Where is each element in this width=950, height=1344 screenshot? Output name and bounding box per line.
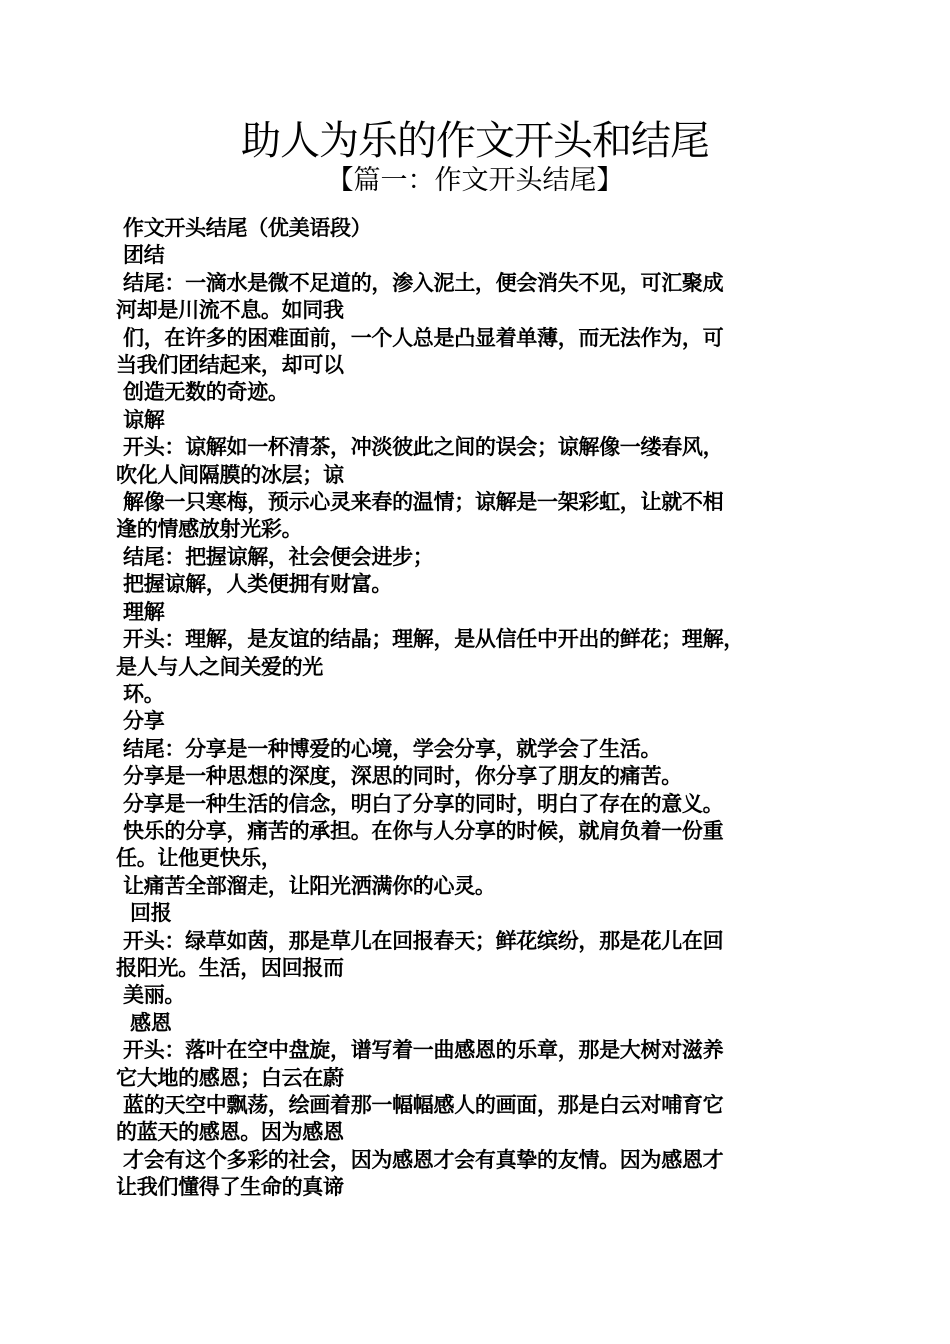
body-line: 分享 xyxy=(116,709,165,734)
body-line: 分享是一种思想的深度，深思的同时，你分享了朋友的痛苦。 xyxy=(116,764,682,789)
body-line: 它大地的感恩；白云在蔚 xyxy=(116,1065,344,1090)
body-line: 报阳光。生活，因回报而 xyxy=(116,955,344,980)
document-subtitle: 【篇一：作文开头结尾】 xyxy=(326,165,624,196)
body-line: 团结 xyxy=(116,243,165,268)
body-line: 的蓝天的感恩。因为感恩 xyxy=(116,1120,344,1145)
body-line: 作文开头结尾（优美语段） xyxy=(116,216,372,240)
body-line: 任。让他更快乐， xyxy=(116,846,282,871)
body-line: 回报 xyxy=(116,901,172,926)
document-body xyxy=(116,215,836,1202)
body-line: 河却是川流不息。如同我 xyxy=(116,298,344,323)
body-line: 把握谅解，人类便拥有财富。 xyxy=(116,572,393,597)
body-line: 逢的情感放射光彩。 xyxy=(116,517,303,542)
body-line: 蓝的天空中飘荡，绘画着那一幅幅感人的画面，那是白云对哺育它 xyxy=(116,1093,724,1117)
body-line: 创造无数的奇迹。 xyxy=(116,380,289,405)
body-line: 是人与人之间关爱的光 xyxy=(116,654,323,679)
body-line: 结尾：把握谅解，社会便会进步； xyxy=(116,544,434,569)
document-title: 助人为乐的作文开头和结尾 xyxy=(241,118,709,164)
body-line: 们，在许多的困难面前，一个人总是凸显着单薄，而无法作为，可 xyxy=(116,325,724,350)
body-line: 开头：理解，是友谊的结晶；理解，是从信任中开出的鲜花；理解， xyxy=(116,627,745,652)
body-line: 当我们团结起来，却可以 xyxy=(116,353,344,378)
body-line: 快乐的分享，痛苦的承担。在你与人分享的时候，就肩负着一份重 xyxy=(116,818,724,843)
body-line: 让痛苦全部溜走，让阳光洒满你的心灵。 xyxy=(116,873,496,898)
body-line: 解像一只寒梅，预示心灵来春的温情；谅解是一架彩虹，让就不相 xyxy=(116,490,724,515)
body-line: 美丽。 xyxy=(116,983,186,1008)
body-line: 开头：绿草如茵，那是草儿在回报春天；鲜花缤纷，那是花儿在回 xyxy=(116,928,724,953)
body-line: 感恩 xyxy=(116,1010,172,1035)
body-line: 谅解 xyxy=(116,407,165,432)
body-line: 结尾：分享是一种博爱的心境，学会分享，就学会了生活。 xyxy=(116,736,662,761)
body-line: 吹化人间隔膜的冰层；谅 xyxy=(116,462,344,487)
body-line: 开头：谅解如一杯清茶，冲淡彼此之间的误会；谅解像一缕春风， xyxy=(116,435,724,460)
body-line: 理解 xyxy=(116,599,165,624)
body-line: 分享是一种生活的信念，明白了分享的同时，明白了存在的意义。 xyxy=(116,791,724,816)
body-line: 才会有这个多彩的社会，因为感恩才会有真挚的友情。因为感恩才 xyxy=(116,1147,724,1172)
body-line: 结尾：一滴水是微不足道的，渗入泥土，便会消失不见，可汇聚成 xyxy=(116,270,724,295)
body-line: 开头：落叶在空中盘旋，谱写着一曲感恩的乐章，那是大树对滋养 xyxy=(116,1038,724,1063)
body-line: 让我们懂得了生命的真谛 xyxy=(116,1175,344,1200)
body-line: 环。 xyxy=(116,681,165,706)
